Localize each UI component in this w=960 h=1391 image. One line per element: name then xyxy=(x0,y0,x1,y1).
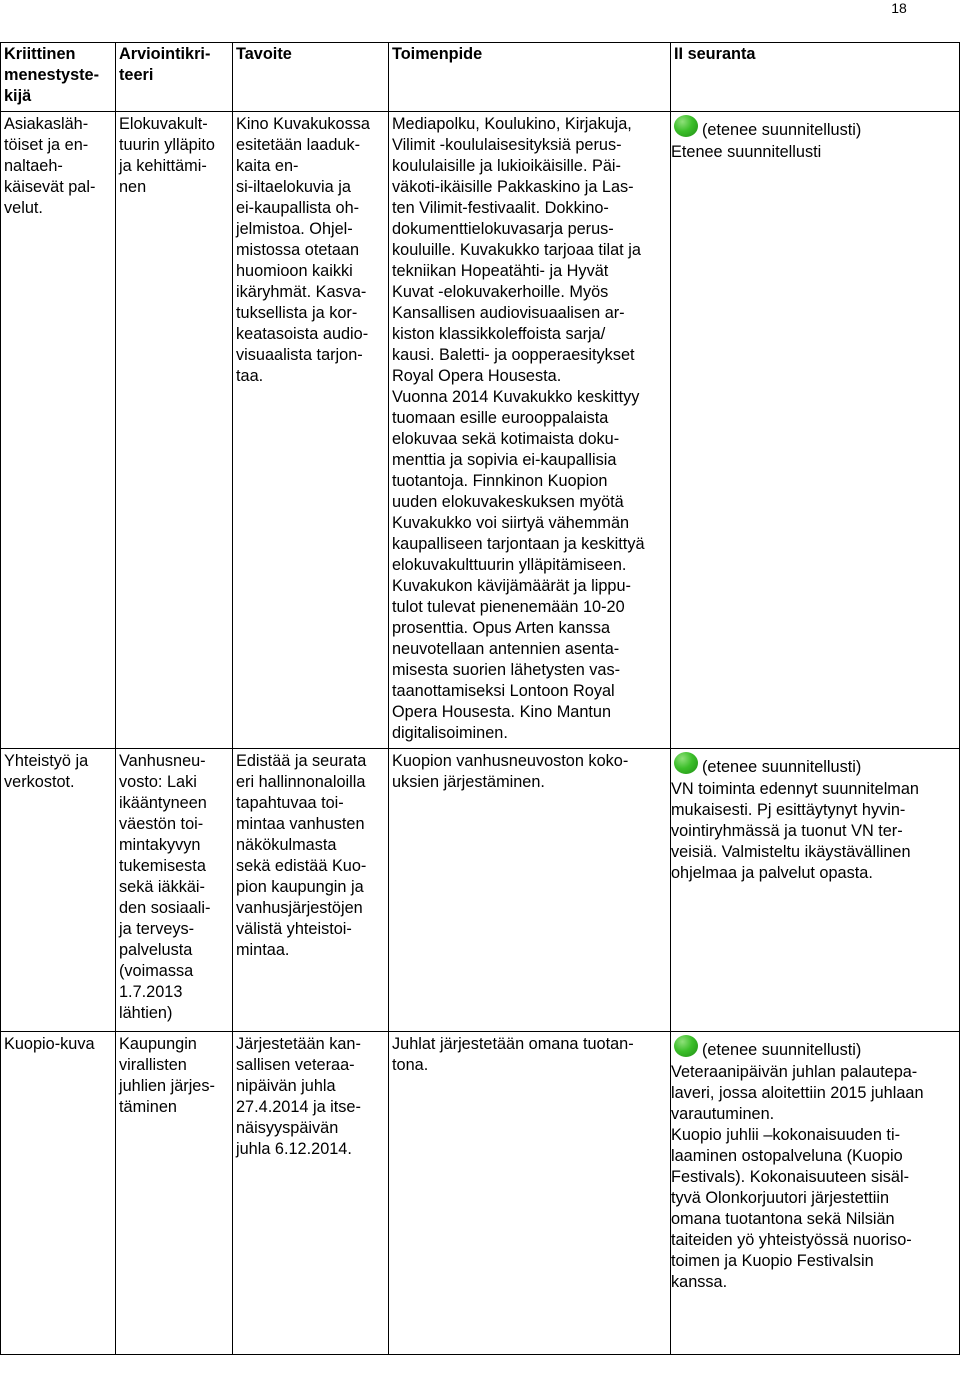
header-criterion: Arviointikri- teeri xyxy=(116,43,233,112)
status-label: (etenee suunnitellusti) xyxy=(702,121,862,139)
green-status-dot-icon xyxy=(674,752,698,774)
cell-action: Juhlat järjestetään omana tuotan- tona. xyxy=(389,1032,671,1355)
cell-criterion: Kaupungin virallisten juhlien järjes- täminen xyxy=(116,1032,233,1355)
page-number: 18 xyxy=(891,0,907,16)
header-action: Toimenpide xyxy=(389,43,671,112)
header-followup: II seuranta xyxy=(671,43,960,112)
table-row xyxy=(1,112,960,749)
cell-success-factor: Kuopio-kuva xyxy=(1,1032,116,1355)
table-row xyxy=(1,1032,960,1355)
status-label: (etenee suunnitellusti) xyxy=(702,758,862,776)
evaluation-table xyxy=(0,42,960,1355)
header-goal: Tavoite xyxy=(233,43,389,112)
cell-criterion: Elokuvakult- tuurin ylläpito ja kehittämi- nen xyxy=(116,112,233,749)
cell-followup xyxy=(671,112,960,749)
status-indicator xyxy=(671,751,959,779)
status-label: (etenee suunnitellusti) xyxy=(702,1041,862,1059)
cell-action: Kuopion vanhusneuvoston koko- uksien järjestäminen. xyxy=(389,749,671,1032)
cell-followup xyxy=(671,1032,960,1355)
table-row xyxy=(1,749,960,1032)
followup-text: VN toiminta edennyt suunnitelman mukaisesti. Pj esittäytynyt hyvin- vointiryhmässä ja tuonut VN ter- veisiä. Valmisteltu ikäystävällinen ohjelmaa ja palvelut opasta. xyxy=(671,780,919,882)
green-status-dot-icon xyxy=(674,115,698,137)
followup-text: Veteraanipäivän juhlan palautepa- laveri, jossa aloitettiin 2015 juhlaan varautuminen. Kuopio juhlii –kokonaisuuden ti- laaminen ostopalveluna (Kuopio Festivals). Kokonaisuuteen sisäl- tyvä Olonkorjuutori järjestettiin omana tuotantona sekä Nilsiän taiteiden yö yhteistyössä nuoriso- toimen ja Kuopio Festivalsin kanssa. xyxy=(671,1063,924,1291)
followup-text: Etenee suunnitellusti xyxy=(671,143,822,161)
cell-criterion: Vanhusneu- vosto: Laki ikääntyneen väestön toi- mintakyvyn tukemisesta sekä iäkkäi- den sosiaali- ja terveys- palvelusta (voimassa 1.7.2013 lähtien) xyxy=(116,749,233,1032)
table-header-row xyxy=(1,43,960,112)
cell-action: Mediapolku, Koulukino, Kirjakuja, Vilimit -koululaisesityksiä perus- koululaisille ja lukioikäisille. Päi- väkoti-ikäisille Pakkaskino ja Las- ten Vilimit-festivaalit. Dokkino- dokumenttielokuvasarja perus- kouluille. Kuvakukko tarjoaa tilat ja tekniikan Hopeatähti- ja Hyvät Kuvat -elokuvakerhoille. Myös Kansallisen audiovisuaalisen ar- kiston klassikkoleffoista sarja/ kausi. Baletti- ja oopperaesitykset Royal Opera Housesta. Vuonna 2014 Kuvakukko keskittyy tuomaan esille eurooppalaista elokuvaa sekä kotimaista doku- menttia ja sopivia ei-kaupallisia tuotantoja. Finnkinon Kuopion uuden elokuvakeskuksen myötä Kuvakukko voi siirtyä vähemmän kaupalliseen tarjontaan ja keskittyä elokuvakulttuurin ylläpitämiseen. Kuvakukon kävijämäärät ja lippu- tulot tulevat pienenemään 10-20 prosenttia. Opus Arten kanssa neuvotellaan antennien asenta- misesta suorien lähetysten vas- taanottamiseksi Lontoon Royal Opera Housesta. Kino Mantun digitalisoiminen. xyxy=(389,112,671,749)
cell-success-factor: Asiakasläh- töiset ja en- naltaeh- käisevät pal- velut. xyxy=(1,112,116,749)
header-success-factor: Kriittinen menestyste- kijä xyxy=(1,43,116,112)
status-indicator xyxy=(671,1034,959,1062)
cell-goal: Kino Kuvakukossa esitetään laaduk- kaita en- si-iltaelokuvia ja ei-kaupallista oh- jelmistoa. Ohjel- mistossa otetaan huomioon kaikki ikäryhmät. Kasva- tuksellista ja kor- keatasoista audio- visuaalista tarjon- taa. xyxy=(233,112,389,749)
cell-goal: Edistää ja seurata eri hallinnonaloilla tapahtuvaa toi- mintaa vanhusten näkökulmasta sekä edistää Kuo- pion kaupungin ja vanhusjärjestöjen välistä yhteistoi- mintaa. xyxy=(233,749,389,1032)
cell-goal: Järjestetään kan- sallisen veteraa- nipäivän juhla 27.4.2014 ja itse- näisyyspäivän juhla 6.12.2014. xyxy=(233,1032,389,1355)
green-status-dot-icon xyxy=(674,1035,698,1057)
cell-followup xyxy=(671,749,960,1032)
cell-success-factor: Yhteistyö ja verkostot. xyxy=(1,749,116,1032)
status-indicator xyxy=(671,114,959,142)
